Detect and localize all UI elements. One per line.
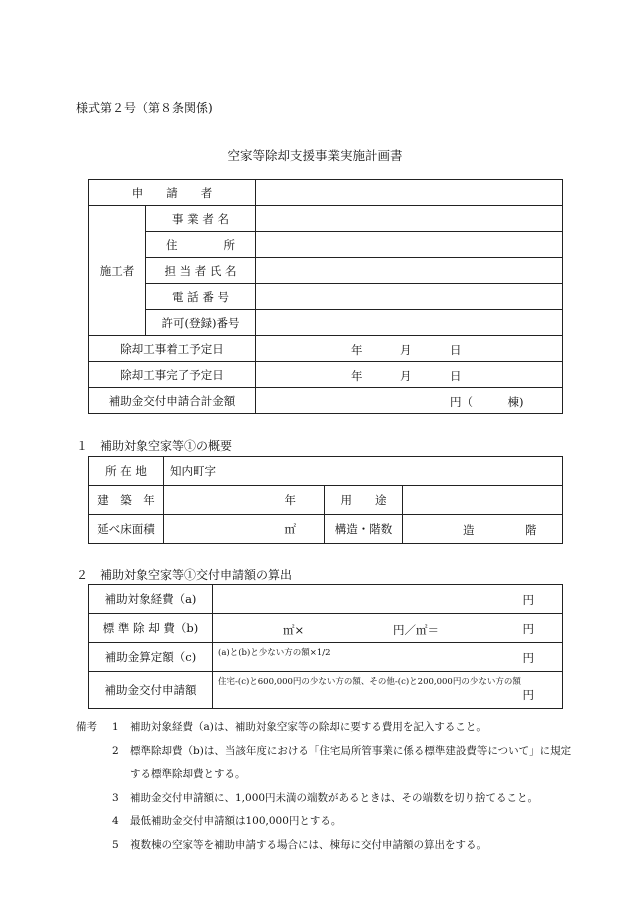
calc-amount-label: 補助金算定額（c)	[89, 643, 213, 672]
end-year-unit: 年	[351, 369, 363, 383]
std-sqm-unit: ㎡×	[283, 623, 305, 637]
start-date-field[interactable]	[256, 336, 563, 362]
built-year-label: 建 築 年	[89, 486, 164, 515]
location-field[interactable]: 知内町字	[164, 457, 563, 486]
cost-field[interactable]	[213, 585, 563, 614]
floor-area-field[interactable]: ㎡	[164, 515, 325, 544]
std-cost-field[interactable]	[213, 614, 563, 643]
business-name-field[interactable]	[256, 206, 563, 232]
apply-amount-label: 補助金交付申請額	[89, 672, 213, 709]
built-year-field[interactable]: 年	[164, 486, 325, 515]
apply-yen-unit: 円	[522, 688, 534, 702]
license-field[interactable]	[256, 310, 563, 336]
calc-note: (a)と(b)と少ない方の額×1/2	[218, 648, 331, 658]
total-amount-field[interactable]	[256, 388, 563, 414]
section1-heading: １ 補助対象空家等①の概要	[76, 439, 233, 453]
start-month-unit: 月	[400, 343, 412, 357]
end-day-unit: 日	[450, 369, 462, 383]
apply-amount-field[interactable]	[213, 672, 563, 709]
business-name-label: 事 業 者 名	[146, 206, 256, 232]
start-year-unit: 年	[351, 343, 363, 357]
phone-field[interactable]	[256, 284, 563, 310]
total-amount-label: 補助金交付申請合計金額	[89, 388, 256, 414]
std-cost-label: 標 準 除 却 費（b)	[89, 614, 213, 643]
structure-field[interactable]	[403, 515, 563, 544]
notes-section	[76, 716, 571, 857]
end-month-unit: 月	[400, 369, 412, 383]
person-in-charge-label: 担 当 者 氏 名	[146, 258, 256, 284]
person-in-charge-field[interactable]	[256, 258, 563, 284]
note-item: 4 最低補助金交付申請額は100,000円とする。	[112, 815, 342, 827]
use-field[interactable]	[403, 486, 563, 515]
property-overview-table	[88, 456, 563, 544]
structure-unit-zou: 造	[463, 523, 475, 537]
std-rate-unit: 円／㎡＝	[393, 623, 439, 637]
note-item: 3 補助金交付申請額に、1,000円未満の端数があるときは、その端数を切り捨てること。	[112, 791, 539, 804]
contractor-label: 施工者	[89, 206, 146, 336]
applicant-label: 申 請 者	[89, 180, 256, 206]
note-item: 5 複数棟の空家等を補助申請する場合には、棟毎に交付申請額の算出をする。	[112, 838, 487, 851]
structure-label: 構造・階数	[325, 515, 403, 544]
end-date-label: 除却工事完了予定日	[89, 362, 256, 388]
calc-amount-field[interactable]	[213, 643, 563, 672]
std-yen-unit: 円	[522, 622, 534, 636]
document-title: 空家等除却支援事業実施計画書	[227, 148, 403, 163]
applicant-table	[88, 179, 563, 414]
floor-area-label: 延べ床面積	[89, 515, 164, 544]
license-label: 許可(登録)番号	[146, 310, 256, 336]
structure-unit-kai: 階	[525, 523, 537, 537]
total-yen-unit: 円（ 棟)	[450, 395, 524, 409]
form-number: 様式第２号（第８条関係)	[76, 101, 213, 115]
apply-note: 住宅-(c)と600,000円の少ない方の額、その他-(c)と200,000円の少ない方の額	[218, 677, 521, 687]
start-day-unit: 日	[450, 343, 462, 357]
address-field[interactable]	[256, 232, 563, 258]
notes-label: 備考	[76, 721, 97, 733]
note-item: 2 標準除却費（b)は、当該年度における「住宅局所管事業に係る標準建設費等について」に規定	[112, 744, 572, 757]
start-date-label: 除却工事着工予定日	[89, 336, 256, 362]
end-date-field[interactable]	[256, 362, 563, 388]
cost-yen-unit: 円	[522, 593, 534, 607]
note-item: 備考 1 補助対象経費（a)は、補助対象空家等の除却に要する費用を記入すること。	[76, 716, 571, 740]
section2-heading: ２ 補助対象空家等①交付申請額の算出	[76, 568, 293, 582]
applicant-field[interactable]	[256, 180, 563, 206]
phone-label: 電 話 番 号	[146, 284, 256, 310]
address-label: 住 所	[146, 232, 256, 258]
location-label: 所 在 地	[89, 457, 164, 486]
note-item: する標準除却費とする。	[130, 768, 246, 780]
cost-label: 補助対象経費（a)	[89, 585, 213, 614]
use-label: 用 途	[325, 486, 403, 515]
calculation-table	[88, 584, 563, 709]
calc-yen-unit: 円	[522, 651, 534, 665]
